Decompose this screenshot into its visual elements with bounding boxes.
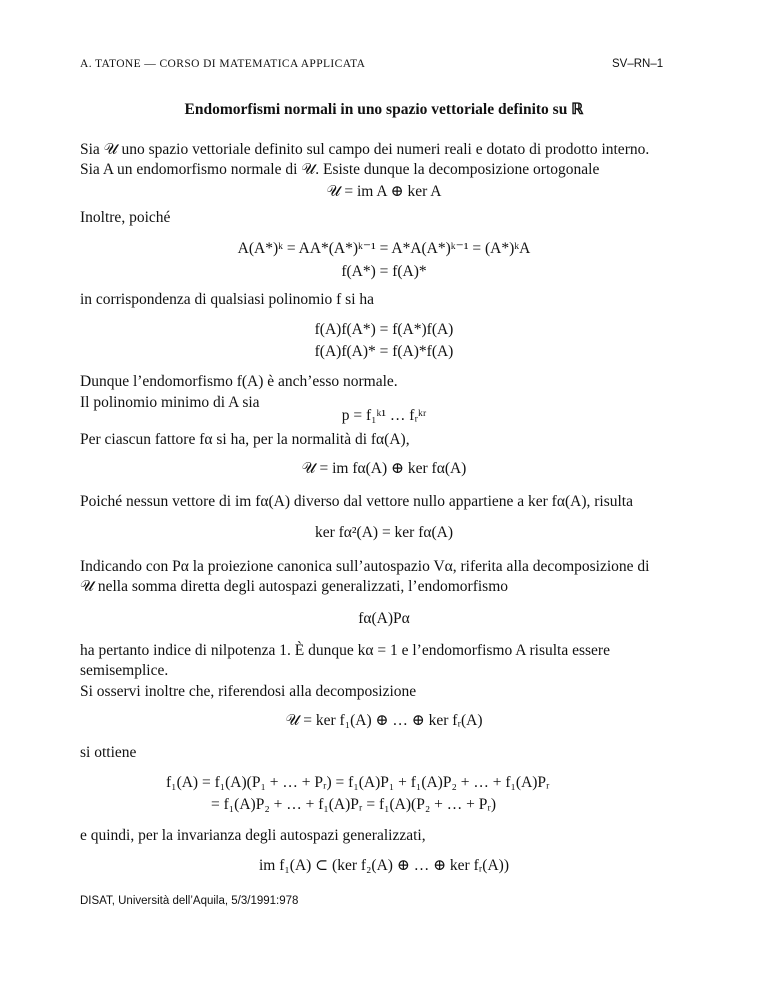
equation-projection-sum-1: f₁(A) = f₁(A)(P₁ + … + Pᵣ) = f₁(A)P₁ + f₁(A)P₂ + … + f₁(A)Pᵣ (166, 774, 550, 791)
equation-commutation: A(A*)ᵏ = AA*(A*)ᵏ⁻¹ = A*A(A*)ᵏ⁻¹ = (A*)ᵏA (237, 240, 531, 257)
paragraph-10-line-1: ha pertanto indice di nilpotenza 1. È dunque kα = 1 e l’endomorfismo A risulta essere (80, 642, 610, 659)
equation-factor-decomposition: 𝒰 = im fα(A) ⊕ ker fα(A) (301, 460, 467, 477)
paragraph-9-line-1: Indicando con Pα la proiezione canonica sull’autospazio Vα, riferita alla decomposizione di (80, 558, 650, 575)
paragraph-8: Poiché nessun vettore di im fα(A) diverso dal vettore nullo appartiene a ker fα(A), risulta (80, 493, 633, 510)
equation-kernel-sum: 𝒰 = ker f₁(A) ⊕ … ⊕ ker fᵣ(A) (285, 712, 483, 729)
equation-decomposition: 𝒰 = im A ⊕ ker A (326, 183, 442, 200)
equation-kernel: ker fα²(A) = ker fα(A) (314, 524, 454, 541)
paragraph-1: Sia 𝒰 uno spazio vettoriale definito sul campo dei numeri reali e dotato di prodotto interno. (80, 141, 650, 158)
paragraph-5: Dunque l’endomorfismo f(A) è anch’esso normale. (80, 373, 398, 390)
paragraph-13: e quindi, per la invarianza degli autospazi generalizzati, (80, 827, 426, 844)
paragraph-4: in corrispondenza di qualsiasi polinomio f si ha (80, 291, 375, 308)
footer: DISAT, Università dell’Aquila, 5/3/1991:978 (80, 895, 299, 907)
equation-minimal-polynomial: p = f₁ᵏ¹ … fᵣᵏʳ (341, 407, 427, 424)
equation-projection-sum-2: = f₁(A)P₂ + … + f₁(A)Pᵣ = f₁(A)(P₂ + … + Pᵣ) (211, 796, 497, 813)
paragraph-11: Si osservi inoltre che, riferendosi alla decomposizione (80, 683, 417, 700)
running-header-right: SV–RN–1 (612, 58, 664, 70)
paragraph-10-line-2: semisemplice. (80, 662, 169, 679)
equation-image-inclusion: im f₁(A) ⊂ (ker f₂(A) ⊕ … ⊕ ker fᵣ(A)) (258, 857, 509, 874)
paragraph-2: Sia A un endomorfismo normale di 𝒰. Esiste dunque la decomposizione ortogonale (80, 161, 600, 178)
running-header-left: A. TATONE — CORSO DI MATEMATICA APPLICATA (80, 58, 366, 70)
section-title: Endomorfismi normali in uno spazio vettoriale definito su ℝ (184, 101, 584, 118)
paragraph-3: Inoltre, poiché (80, 209, 171, 226)
paragraph-6: Il polinomio minimo di A sia (80, 394, 260, 411)
paragraph-7: Per ciascun fattore fα si ha, per la normalità di fα(A), (80, 431, 410, 448)
equation-normal-2: f(A)f(A)* = f(A)*f(A) (314, 343, 454, 360)
equation-polynomial-adjoint: f(A*) = f(A)* (341, 263, 427, 280)
equation-normal-1: f(A)f(A*) = f(A*)f(A) (314, 321, 454, 338)
paragraph-12: si ottiene (80, 744, 137, 761)
paragraph-9-line-2: 𝒰 nella somma diretta degli autospazi generalizzati, l’endomorfismo (80, 578, 508, 595)
equation-projection: fα(A)Pα (358, 610, 410, 627)
